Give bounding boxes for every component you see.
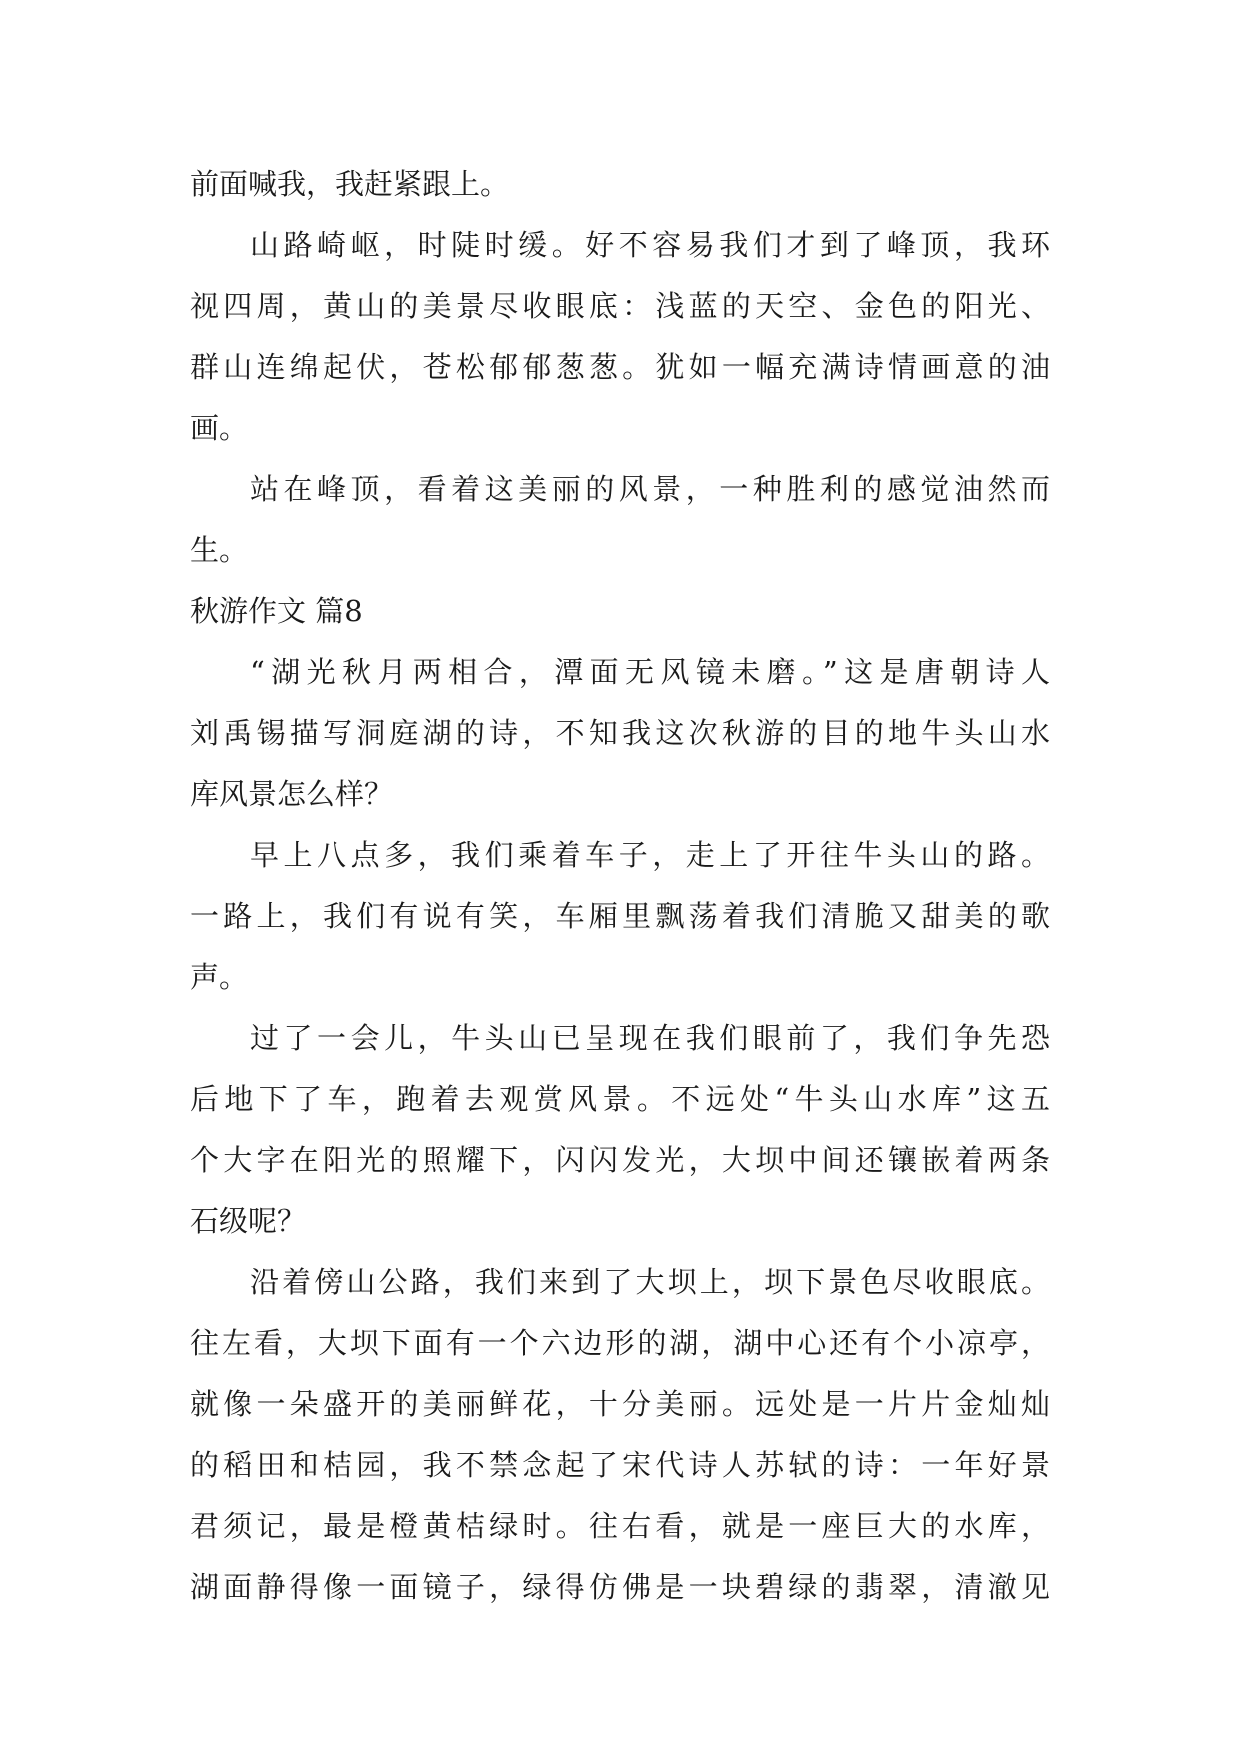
paragraph-start-line: 早上八点多，我们乘着车子，走上了开往牛头山的路。 [250,838,1050,872]
text-line: 后地下了车，跑着去观赏风景。不远处“牛头山水库”这五 [190,1082,1050,1116]
paragraph-start-line: 沿着傍山公路，我们来到了大坝上，坝下景色尽收眼底。 [250,1265,1050,1299]
document-body [190,154,1050,1618]
text-line: 的稻田和桔园，我不禁念起了宋代诗人苏轼的诗：一年好景 [190,1448,1050,1482]
section-heading: 秋游作文 篇8 [190,594,363,628]
text-line: 群山连绵起伏，苍松郁郁葱葱。犹如一幅充满诗情画意的油 [190,350,1050,384]
paragraph-start-line: “湖光秋月两相合，潭面无风镜未磨。”这是唐朝诗人 [250,655,1050,689]
text-line: 画。 [190,411,249,445]
text-line: 就像一朵盛开的美丽鲜花，十分美丽。远处是一片片金灿灿 [190,1387,1050,1421]
text-line: 生。 [190,533,249,567]
text-line: 湖面静得像一面镜子，绿得仿佛是一块碧绿的翡翠，清澈见 [190,1570,1050,1604]
text-line: 前面喊我，我赶紧跟上。 [190,167,510,201]
text-line: 个大字在阳光的照耀下，闪闪发光，大坝中间还镶嵌着两条 [190,1143,1050,1177]
text-line: 一路上，我们有说有笑，车厢里飘荡着我们清脆又甜美的歌 [190,899,1050,933]
paragraph-start-line: 山路崎岖，时陡时缓。好不容易我们才到了峰顶，我环 [250,228,1050,262]
paragraph-start-line: 站在峰顶，看着这美丽的风景，一种胜利的感觉油然而 [250,472,1050,506]
text-line: 刘禹锡描写洞庭湖的诗，不知我这次秋游的目的地牛头山水 [190,716,1050,750]
paragraph-start-line: 过了一会儿，牛头山已呈现在我们眼前了，我们争先恐 [250,1021,1050,1055]
text-line: 石级呢？ [190,1204,307,1238]
text-line: 声。 [190,960,249,994]
text-line: 往左看，大坝下面有一个六边形的湖，湖中心还有个小凉亭， [190,1326,1050,1360]
text-line: 视四周，黄山的美景尽收眼底：浅蓝的天空、金色的阳光、 [190,289,1050,323]
text-line: 库风景怎么样？ [190,777,394,811]
text-line: 君须记，最是橙黄桔绿时。往右看，就是一座巨大的水库， [190,1509,1050,1543]
